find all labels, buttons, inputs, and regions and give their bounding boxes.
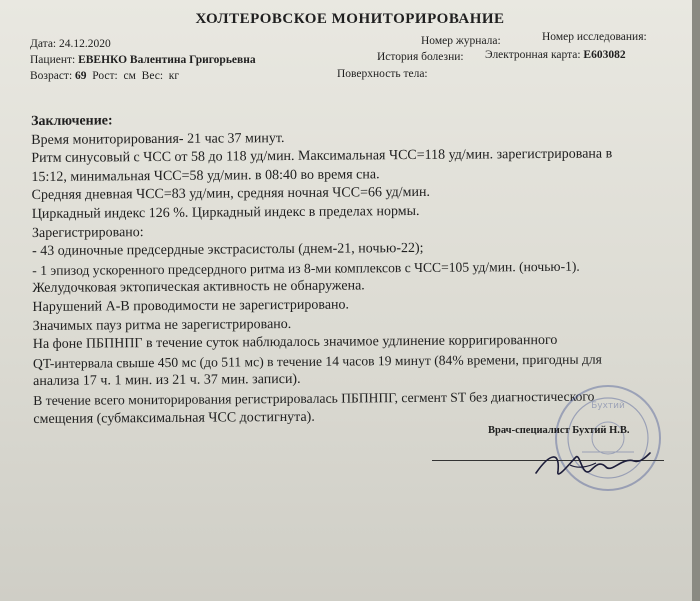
doctor-signature-label: Врач-специалист Бухтий Н.В. (488, 425, 630, 436)
height-unit: см (123, 70, 136, 82)
date-label: Дата: (30, 38, 57, 50)
ecard-value: Е603082 (583, 49, 626, 61)
vitals-field (30, 70, 179, 82)
stamp-text: Бухтий (591, 401, 625, 411)
conclusion-line: 15:12, минимальная ЧСС=58 уд/мин. в 08:40 во время сна. (31, 167, 380, 185)
conclusion-line: На фоне ПБПНПГ в течение суток наблюдалось значимое удлинение корригированного (32, 332, 558, 353)
conclusion-line: Циркадный индекс 126 %. Циркадный индекс в пределах нормы. (31, 203, 420, 222)
body-surface-label: Поверхность тела: (337, 68, 428, 80)
patient-label: Пациент: (30, 54, 76, 66)
age-value: 69 (75, 70, 87, 82)
conclusion-line: Значимых пауз ритма не зарегистрировано. (32, 316, 292, 334)
conclusion-line: Нарушений А-В проводимости не зарегистрировано. (32, 297, 350, 315)
conclusion-line: анализа 17 ч. 1 мин. из 21 ч. 37 мин. записи). (33, 372, 301, 390)
date-value: 24.12.2020 (59, 38, 111, 50)
journal-number-label: Номер журнала: (421, 35, 501, 47)
conclusion-line: QT-интервала свыше 450 мс (до 511 мс) в течение 14 часов 19 минут (84% времени, пригодны для (32, 351, 602, 371)
conclusion-line: Средняя дневная ЧСС=83 уд/мин, средняя ночная ЧСС=66 уд/мин. (31, 185, 430, 204)
history-label: История болезни: (377, 51, 464, 63)
patient-field (30, 54, 256, 66)
study-number-label: Номер исследования: (542, 31, 647, 43)
conclusion-line: Желудочковая эктопическая активность не обнаружена. (32, 278, 365, 297)
page-edge-shadow (692, 0, 700, 601)
conclusion-heading: Заключение: (31, 113, 113, 129)
age-label: Возраст: (30, 70, 73, 82)
ecard-field (485, 49, 626, 61)
conclusion-line: Время мониторирования- 21 час 37 минут. (31, 130, 285, 148)
document-title: ХОЛТЕРОВСКОЕ МОНИТОРИРОВАНИЕ (195, 11, 505, 27)
conclusion-line: Зарегистрировано: (31, 224, 144, 241)
height-label: Рост: (92, 70, 118, 82)
date-field (30, 38, 111, 50)
weight-unit: кг (168, 70, 180, 82)
conclusion-line: В течение всего мониторирования регистрировалась ПБПНПГ, сегмент ST без диагностического (33, 388, 595, 408)
conclusion-line: - 1 эпизод ускоренного предсердного ритма из 8-ми комплексов с ЧСС=105 уд/мин. (ночью-1). (32, 258, 580, 278)
handwritten-signature-icon (530, 443, 652, 485)
patient-name: ЕВЕНКО Валентина Григорьевна (78, 54, 256, 66)
conclusion-section (31, 108, 693, 429)
conclusion-line: смещения (субмаксимальная ЧСС достигнута). (33, 409, 315, 427)
ecard-label: Электронная карта: (485, 49, 581, 61)
conclusion-line: - 43 одиночные предсердные экстрасистолы (днем-21, ночью-22); (32, 241, 424, 260)
weight-label: Вес: (141, 70, 164, 82)
conclusion-line: Ритм синусовый с ЧСС от 58 до 118 уд/мин. Максимальная ЧСС=118 уд/мин. зарегистрирована в (31, 146, 613, 167)
